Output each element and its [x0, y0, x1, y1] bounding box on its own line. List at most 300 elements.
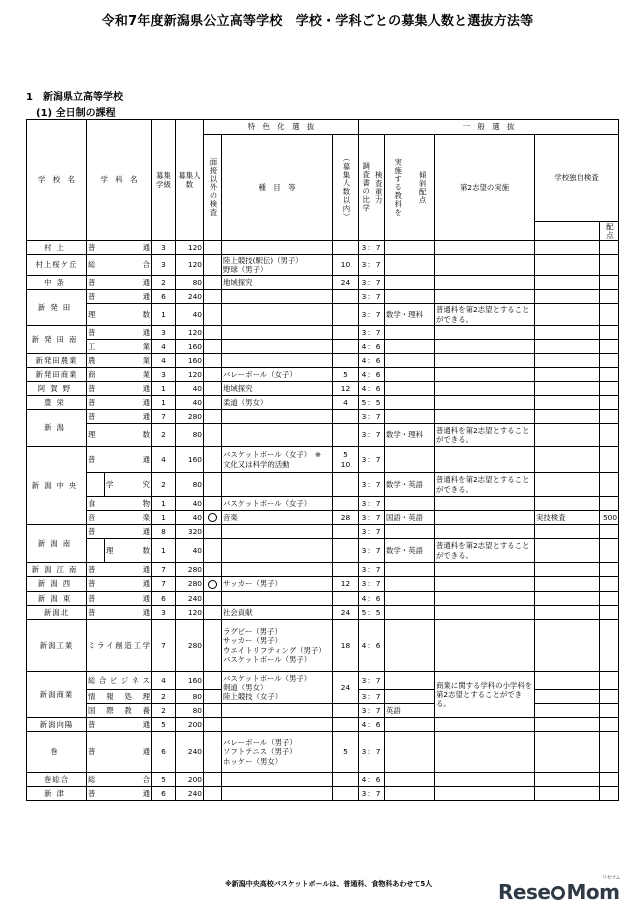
persons-cell: 80: [176, 276, 204, 290]
score-cell: [600, 396, 619, 410]
score-cell: [600, 424, 619, 447]
ratio-cell: 4：6: [359, 592, 385, 606]
items-cell: [222, 704, 333, 718]
interview-mark-cell: [204, 563, 222, 577]
dept-name-cell: [87, 511, 152, 525]
weighted-subjects-cell: [385, 690, 435, 704]
persons-cell: 80: [176, 424, 204, 447]
table-row: [27, 368, 619, 382]
quota-cell: [333, 354, 359, 368]
weighted-subjects-cell: [385, 276, 435, 290]
school-name-cell: 新発田商業: [27, 368, 87, 382]
ratio-cell: 3：7: [359, 525, 385, 539]
table-row: [27, 396, 619, 410]
own-exam-cell: [535, 304, 600, 326]
dept-name-cell: [87, 773, 152, 787]
ratio-cell: 3：7: [359, 787, 385, 801]
dept-name-text: 理 数: [88, 430, 150, 440]
dept-name-text: 普 通: [88, 593, 150, 603]
second-choice-cell: 商業に関する学科の小学科を第2志望とすることができる。: [435, 672, 535, 718]
weighted-subjects-cell: [385, 396, 435, 410]
interview-mark-cell: [204, 368, 222, 382]
logo-text: Rese Mom: [498, 880, 620, 904]
weighted-subjects-cell: [385, 241, 435, 255]
items-cell: [222, 290, 333, 304]
interview-mark-cell: [204, 525, 222, 539]
quota-cell: 24: [333, 276, 359, 290]
table-row: [27, 276, 619, 290]
dept-name-text: 普 通: [88, 277, 150, 287]
dept-name-text: 普 通: [88, 747, 150, 757]
classes-cell: 2: [152, 473, 176, 497]
ratio-cell: 3：7: [359, 497, 385, 511]
score-cell: [600, 704, 619, 718]
weighted-subjects-cell: 数学・英語: [385, 539, 435, 563]
dept-name-cell: [87, 382, 152, 396]
own-exam-cell: [535, 787, 600, 801]
score-cell: [600, 473, 619, 497]
ratio-cell: 4：6: [359, 620, 385, 672]
interview-mark-cell: [204, 354, 222, 368]
own-exam-cell: [535, 732, 600, 773]
second-choice-cell: [435, 368, 535, 382]
dept-name-cell: [87, 276, 152, 290]
classes-cell: 2: [152, 424, 176, 447]
interview-mark-cell: [204, 672, 222, 690]
weighted-subjects-cell: [385, 577, 435, 592]
second-choice-cell: [435, 276, 535, 290]
dept-name-cell: [87, 606, 152, 620]
dept-name-cell: [87, 255, 152, 276]
own-exam-cell: [535, 773, 600, 787]
items-cell: [222, 340, 333, 354]
score-cell: [600, 241, 619, 255]
school-name-cell: 新発田南: [27, 326, 87, 354]
items-cell: バスケットボール（女子） ※ 文化又は科学的活動: [222, 447, 333, 473]
ratio-cell: 3：7: [359, 732, 385, 773]
score-cell: [600, 525, 619, 539]
weighted-subjects-cell: [385, 773, 435, 787]
dept-name-text: 普 通: [88, 411, 150, 421]
dept-name-text: 普 通: [88, 397, 150, 407]
classes-cell: 4: [152, 447, 176, 473]
second-choice-cell: 普通科を第2志望とすることができる。: [435, 424, 535, 447]
persons-cell: 160: [176, 447, 204, 473]
persons-cell: 280: [176, 410, 204, 424]
persons-cell: 160: [176, 354, 204, 368]
dept-name-cell: [87, 704, 152, 718]
header-own-blank: [535, 222, 600, 241]
classes-cell: 4: [152, 672, 176, 690]
classes-cell: 3: [152, 326, 176, 340]
classes-cell: 3: [152, 255, 176, 276]
persons-cell: 120: [176, 368, 204, 382]
classes-cell: 7: [152, 577, 176, 592]
own-exam-cell: [535, 326, 600, 340]
interview-mark-cell: [204, 773, 222, 787]
ratio-cell: 3：7: [359, 276, 385, 290]
classes-cell: 1: [152, 497, 176, 511]
dept-name-cell: [87, 592, 152, 606]
dept-name-cell: [87, 340, 152, 354]
classes-cell: 6: [152, 732, 176, 773]
table-row: [27, 424, 619, 447]
second-choice-cell: 普通科を第2志望とすることができる。: [435, 304, 535, 326]
quota-cell: [333, 473, 359, 497]
second-choice-cell: [435, 525, 535, 539]
school-name-cell: 村上桜ケ丘: [27, 255, 87, 276]
items-cell: [222, 410, 333, 424]
header-ratio: 調査書の比学 検査重力: [359, 135, 385, 241]
persons-cell: 160: [176, 672, 204, 690]
second-choice-cell: [435, 340, 535, 354]
second-choice-cell: [435, 606, 535, 620]
score-cell: [600, 563, 619, 577]
quota-cell: [333, 241, 359, 255]
own-exam-cell: [535, 606, 600, 620]
logo-kana: リセマム: [602, 875, 620, 881]
weighted-subjects-cell: [385, 732, 435, 773]
second-choice-cell: 普通科を第2志望とすることができる。: [435, 539, 535, 563]
dept-name-text: 普 通: [88, 242, 150, 252]
items-cell: [222, 592, 333, 606]
classes-cell: 2: [152, 276, 176, 290]
section-heading: 1 新潟県立高等学校: [26, 92, 123, 103]
interview-mark-cell: [204, 690, 222, 704]
items-cell: [222, 539, 333, 563]
own-exam-cell: [535, 276, 600, 290]
classes-cell: 2: [152, 690, 176, 704]
interview-mark-cell: [204, 410, 222, 424]
classes-cell: 1: [152, 511, 176, 525]
persons-cell: 200: [176, 718, 204, 732]
interview-mark-cell: [204, 511, 222, 525]
own-exam-cell: [535, 672, 600, 690]
classes-cell: 1: [152, 396, 176, 410]
score-cell: [600, 690, 619, 704]
classes-cell: 7: [152, 410, 176, 424]
dept-name-text: 農 業: [88, 355, 150, 365]
own-exam-cell: [535, 718, 600, 732]
own-exam-cell: [535, 620, 600, 672]
items-cell: [222, 787, 333, 801]
weighted-subjects-cell: 国語・英語: [385, 511, 435, 525]
interview-mark-cell: [204, 447, 222, 473]
school-name-cell: 巻: [27, 732, 87, 773]
classes-cell: 6: [152, 592, 176, 606]
items-cell: 陸上競技(駅伝)（男子） 野球（男子）: [222, 255, 333, 276]
quota-cell: 24: [333, 672, 359, 704]
classes-cell: 5: [152, 718, 176, 732]
dept-name-text: 総 合 ビ ジ ネ ス: [88, 675, 150, 685]
header-quota: （募集人数以内）: [333, 135, 359, 241]
logo-o-icon: [551, 886, 565, 900]
school-name-cell: 新潟南: [27, 525, 87, 563]
school-name-cell: 巻総合: [27, 773, 87, 787]
header-general: 一 般 選 抜: [359, 120, 619, 135]
weighted-subjects-cell: [385, 290, 435, 304]
quota-cell: 5: [333, 732, 359, 773]
dept-name-cell: [87, 396, 152, 410]
score-cell: [600, 592, 619, 606]
classes-cell: 2: [152, 704, 176, 718]
header-weighted: 実施する教科を 傾斜配点: [385, 135, 435, 241]
persons-cell: 40: [176, 304, 204, 326]
dept-name-cell: [87, 368, 152, 382]
ratio-cell: 4：6: [359, 340, 385, 354]
own-exam-cell: [535, 354, 600, 368]
second-choice-cell: [435, 787, 535, 801]
score-cell: [600, 718, 619, 732]
items-cell: 柔道（男女）: [222, 396, 333, 410]
school-name-cell: 新潟中央: [27, 447, 87, 525]
interview-mark-cell: [204, 304, 222, 326]
dept-name-text: 学 究: [106, 479, 150, 489]
table-row: [27, 787, 619, 801]
interview-mark-cell: [204, 424, 222, 447]
dept-name-text: 食 物: [88, 498, 150, 508]
table-row: [27, 241, 619, 255]
persons-cell: 40: [176, 511, 204, 525]
dept-name-cell: [87, 732, 152, 773]
items-cell: バレーボール（男子） ソフトテニス（男子） ホッケー（男女）: [222, 732, 333, 773]
table-row: [27, 577, 619, 592]
classes-cell: 7: [152, 620, 176, 672]
persons-cell: 40: [176, 539, 204, 563]
weighted-subjects-cell: [385, 620, 435, 672]
weighted-subjects-cell: 英語: [385, 704, 435, 718]
persons-cell: 280: [176, 577, 204, 592]
score-cell: [600, 773, 619, 787]
items-cell: ラグビー（男子） サッカー（男子） ウエイトリフティング（男子） バスケットボール（男子）: [222, 620, 333, 672]
table-row: [27, 620, 619, 672]
footnote: ※新潟中央高校バスケットボールは、普通科、食物科あわせて5人: [225, 880, 433, 888]
quota-cell: 28: [333, 511, 359, 525]
dept-name-cell: [87, 787, 152, 801]
ratio-cell: 3：7: [359, 326, 385, 340]
persons-cell: 280: [176, 620, 204, 672]
weighted-subjects-cell: [385, 368, 435, 382]
dept-name-cell: [87, 563, 152, 577]
school-name-cell: 新潟向陽: [27, 718, 87, 732]
interview-mark-cell: [204, 326, 222, 340]
interview-mark-cell: [204, 396, 222, 410]
own-exam-cell: [535, 704, 600, 718]
resemom-logo: [498, 875, 622, 906]
own-exam-cell: [535, 563, 600, 577]
ratio-cell: 3：7: [359, 563, 385, 577]
quota-cell: 5 10: [333, 447, 359, 473]
ratio-cell: 4：6: [359, 718, 385, 732]
ratio-cell: 3：7: [359, 304, 385, 326]
table-row: [27, 672, 619, 690]
score-cell: 500: [600, 511, 619, 525]
own-exam-cell: [535, 241, 600, 255]
score-cell: [600, 255, 619, 276]
quota-cell: [333, 592, 359, 606]
ratio-cell: 3：7: [359, 539, 385, 563]
school-name-cell: 新潟工業: [27, 620, 87, 672]
table-row: [27, 304, 619, 326]
weighted-subjects-cell: [385, 340, 435, 354]
ratio-cell: 3：7: [359, 255, 385, 276]
dept-name-cell: [105, 473, 152, 497]
school-name-cell: 新津: [27, 787, 87, 801]
table-row: [27, 255, 619, 276]
second-choice-cell: [435, 290, 535, 304]
persons-cell: 240: [176, 732, 204, 773]
second-choice-cell: [435, 718, 535, 732]
dept-name-text: 普 通: [88, 719, 150, 729]
interview-mark-cell: [204, 732, 222, 773]
weighted-subjects-cell: 数学・理科: [385, 424, 435, 447]
table-row: [27, 732, 619, 773]
weighted-subjects-cell: [385, 718, 435, 732]
table-row: [27, 592, 619, 606]
dept-name-cell: [87, 290, 152, 304]
ratio-cell: 4：6: [359, 354, 385, 368]
items-cell: [222, 304, 333, 326]
weighted-subjects-cell: [385, 563, 435, 577]
dept-name-cell: [87, 354, 152, 368]
second-choice-cell: [435, 592, 535, 606]
school-name-cell: 新発田農業: [27, 354, 87, 368]
persons-cell: 160: [176, 340, 204, 354]
second-choice-cell: [435, 410, 535, 424]
quota-cell: 24: [333, 606, 359, 620]
own-exam-cell: [535, 690, 600, 704]
interview-mark-cell: [204, 382, 222, 396]
weighted-subjects-cell: [385, 255, 435, 276]
score-cell: [600, 620, 619, 672]
classes-cell: 1: [152, 539, 176, 563]
score-cell: [600, 539, 619, 563]
ratio-cell: 3：7: [359, 447, 385, 473]
items-cell: バスケットボール（男子） 剣道（男女） 陸上競技（女子）: [222, 672, 333, 704]
items-cell: 社会貢献: [222, 606, 333, 620]
items-cell: [222, 525, 333, 539]
interview-mark-cell: [204, 340, 222, 354]
table-row: [27, 563, 619, 577]
score-cell: [600, 410, 619, 424]
score-cell: [600, 497, 619, 511]
quota-cell: [333, 410, 359, 424]
header-classes: 募集学級: [152, 120, 176, 241]
dept-name-text: 工 業: [88, 341, 150, 351]
table-row: [27, 773, 619, 787]
items-cell: [222, 718, 333, 732]
quota-cell: [333, 704, 359, 718]
table-row: [27, 539, 619, 563]
school-name-cell: 村上: [27, 241, 87, 255]
items-cell: バスケットボール（女子）: [222, 497, 333, 511]
dept-name-cell: [87, 718, 152, 732]
ratio-cell: 5：5: [359, 396, 385, 410]
own-exam-cell: [535, 396, 600, 410]
persons-cell: 40: [176, 396, 204, 410]
dept-name-text: 普 通: [88, 564, 150, 574]
persons-cell: 240: [176, 290, 204, 304]
interview-mark-cell: [204, 577, 222, 592]
school-name-cell: 新潟: [27, 410, 87, 447]
items-cell: [222, 773, 333, 787]
persons-cell: 80: [176, 704, 204, 718]
persons-cell: 240: [176, 592, 204, 606]
quota-cell: [333, 497, 359, 511]
quota-cell: [333, 539, 359, 563]
classes-cell: 3: [152, 241, 176, 255]
own-exam-cell: [535, 382, 600, 396]
persons-cell: 120: [176, 241, 204, 255]
quota-cell: [333, 773, 359, 787]
second-choice-cell: [435, 396, 535, 410]
quota-cell: [333, 424, 359, 447]
quota-cell: [333, 525, 359, 539]
persons-cell: 120: [176, 255, 204, 276]
weighted-subjects-cell: [385, 672, 435, 690]
dept-name-text: 普 通: [88, 291, 150, 301]
dept-name-text: 普 通: [88, 383, 150, 393]
second-choice-cell: [435, 563, 535, 577]
classes-cell: 8: [152, 525, 176, 539]
classes-cell: 1: [152, 382, 176, 396]
persons-cell: 80: [176, 473, 204, 497]
school-name-cell: 新潟北: [27, 606, 87, 620]
second-choice-cell: [435, 620, 535, 672]
classes-cell: 6: [152, 787, 176, 801]
items-cell: バレーボール（女子）: [222, 368, 333, 382]
second-choice-cell: [435, 354, 535, 368]
quota-cell: [333, 304, 359, 326]
items-cell: 音楽: [222, 511, 333, 525]
dept-name-text: 総 合: [88, 774, 150, 784]
ratio-cell: 4：6: [359, 368, 385, 382]
dept-name-cell: [87, 326, 152, 340]
interview-mark-cell: [204, 276, 222, 290]
dept-name-cell: [87, 577, 152, 592]
weighted-subjects-cell: [385, 447, 435, 473]
interview-mark-cell: [204, 497, 222, 511]
second-choice-cell: [435, 511, 535, 525]
ratio-cell: 3：7: [359, 473, 385, 497]
table-row: [27, 718, 619, 732]
score-cell: [600, 787, 619, 801]
own-exam-cell: [535, 525, 600, 539]
header-own: 学校独自検査: [535, 135, 619, 222]
header-persons: 募集人数: [176, 120, 204, 241]
second-choice-cell: [435, 382, 535, 396]
score-cell: [600, 354, 619, 368]
persons-cell: 40: [176, 497, 204, 511]
weighted-subjects-cell: [385, 354, 435, 368]
score-cell: [600, 340, 619, 354]
items-cell: 地域探究: [222, 382, 333, 396]
classes-cell: 7: [152, 563, 176, 577]
score-cell: [600, 447, 619, 473]
items-cell: 地域探究: [222, 276, 333, 290]
table-row: [27, 525, 619, 539]
dept-indent-cell: [87, 473, 105, 497]
quota-cell: [333, 563, 359, 577]
dept-name-cell: [87, 620, 152, 672]
ratio-cell: 3：7: [359, 511, 385, 525]
dept-name-text: 普 通: [88, 579, 150, 589]
dept-name-cell: [87, 672, 152, 690]
ratio-cell: 3：7: [359, 690, 385, 704]
persons-cell: 80: [176, 690, 204, 704]
own-exam-cell: [535, 368, 600, 382]
weighted-subjects-cell: [385, 326, 435, 340]
